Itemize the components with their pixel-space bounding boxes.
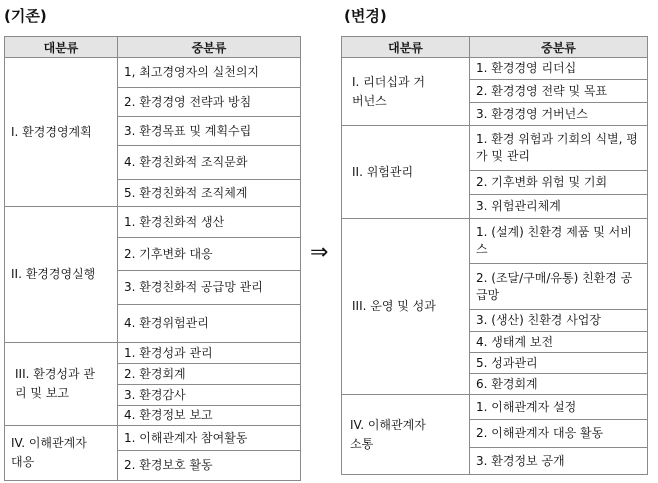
minor-category: 1. 환경경영 리더십 (470, 58, 648, 80)
minor-category: 2. (조달/구매/유통) 친환경 공급망 (470, 264, 648, 310)
minor-category: 4. 생태계 보전 (470, 332, 648, 353)
column-header-minor: 중분류 (118, 37, 301, 58)
major-category: I. 리더십과 거버넌스 (342, 58, 470, 126)
minor-category: 5. 성과관리 (470, 353, 648, 374)
major-category: IV. 이해관계자 소통 (342, 395, 470, 475)
before-title: (기존) (4, 7, 47, 25)
minor-category: 6. 환경회계 (470, 374, 648, 395)
minor-category: 2. 환경회계 (118, 364, 301, 385)
major-category: III. 운영 및 성과 (342, 219, 470, 395)
minor-category: 2. 환경경영 전략 및 목표 (470, 80, 648, 103)
minor-category: 2. 이해관계자 대응 활동 (470, 420, 648, 448)
minor-category: 1, 최고경영자의 실천의지 (118, 58, 301, 88)
major-category: I. 환경경영계획 (5, 58, 118, 207)
minor-category: 2. 환경보호 활동 (118, 451, 301, 481)
minor-category: 5. 환경친화적 조직체계 (118, 180, 301, 207)
major-category: III. 환경성과 관리 및 보고 (5, 343, 118, 426)
minor-category: 1. 환경친화적 생산 (118, 207, 301, 238)
minor-category: 2. 환경경영 전략과 방침 (118, 88, 301, 117)
minor-category: 4. 환경위험관리 (118, 305, 301, 343)
minor-category: 3. 환경경영 거버넌스 (470, 103, 648, 126)
minor-category: 1. 이해관계자 설정 (470, 395, 648, 420)
transition-arrow: ⇒ (310, 240, 329, 265)
after-title: (변경) (344, 7, 387, 25)
minor-category: 1. 환경성과 관리 (118, 343, 301, 364)
minor-category: 3. 환경정보 공개 (470, 448, 648, 475)
major-category: II. 위험관리 (342, 126, 470, 219)
minor-category: 1. 이해관계자 참여활동 (118, 426, 301, 451)
major-category: II. 환경경영실행 (5, 207, 118, 343)
column-header-minor: 중분류 (470, 37, 648, 58)
minor-category: 3. (생산) 친환경 사업장 (470, 310, 648, 332)
minor-category: 3. 환경목표 및 계획수립 (118, 117, 301, 146)
minor-category: 2. 기후변화 대응 (118, 238, 301, 271)
major-category: IV. 이해관계자 대응 (5, 426, 118, 481)
before-table (4, 36, 301, 481)
minor-category: 3. 위험관리체계 (470, 195, 648, 219)
minor-category: 4. 환경정보 보고 (118, 406, 301, 426)
minor-category: 1. 환경 위험과 기회의 식별, 평가 및 관리 (470, 126, 648, 171)
minor-category: 3. 환경감사 (118, 385, 301, 406)
minor-category: 1. (설계) 친환경 제품 및 서비스 (470, 219, 648, 264)
minor-category: 3. 환경친화적 공급망 관리 (118, 271, 301, 305)
column-header-major: 대분류 (5, 37, 118, 58)
after-table (341, 36, 648, 475)
minor-category: 2. 기후변화 위험 및 기회 (470, 171, 648, 195)
column-header-major: 대분류 (342, 37, 470, 58)
minor-category: 4. 환경친화적 조직문화 (118, 146, 301, 180)
